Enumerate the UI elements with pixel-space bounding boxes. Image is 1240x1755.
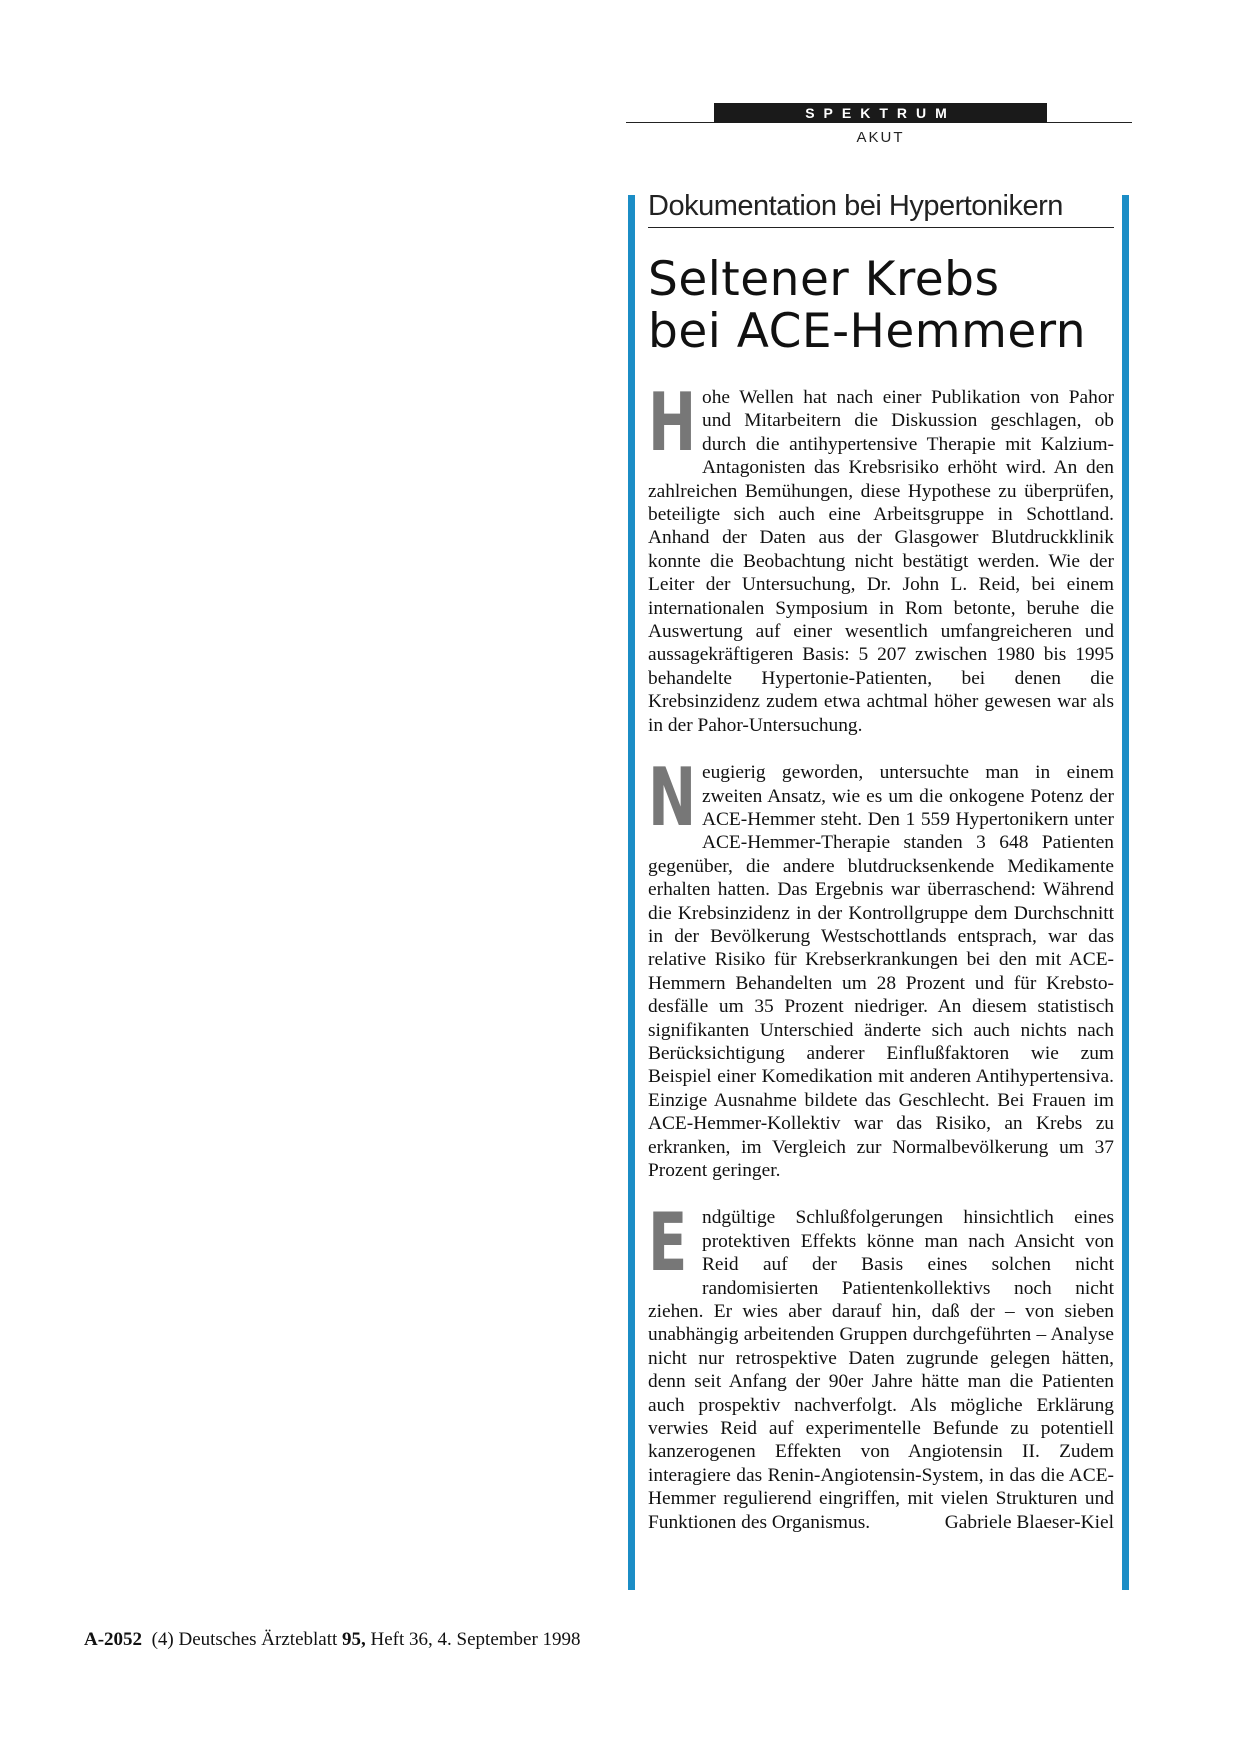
article bbox=[648, 190, 1114, 1558]
footer-issue: Heft 36, 4. September 1998 bbox=[370, 1629, 581, 1650]
subsection-label: AKUT bbox=[856, 129, 905, 146]
headline-line-1: Seltener Krebs bbox=[648, 252, 1000, 307]
author-signature: Gabriele Blaeser-Kiel bbox=[944, 1511, 1114, 1533]
article-right-accent-rule bbox=[1122, 195, 1129, 1590]
paragraph-1 bbox=[648, 376, 1114, 737]
article-left-accent-rule bbox=[628, 195, 635, 1590]
footer-journal: Deutsches Ärzteblatt bbox=[178, 1629, 338, 1650]
paragraph-2 bbox=[648, 751, 1114, 1182]
page-footer bbox=[84, 1629, 581, 1651]
article-headline bbox=[648, 254, 1114, 358]
paragraph-3 bbox=[648, 1196, 1114, 1534]
article-kicker: Dokumentation bei Hypertonikern bbox=[648, 190, 1114, 228]
paragraph-1-text: ohe Wellen hat nach einer Publikation von Pahor und Mitarbeitern die Diskussion geschlagen, ob durch die antihypertensive Therapie mit Kalzium-Antagonisten das Krebsrisiko erhöht wird. An den zahlreichen Bemühungen, diese Hypothese zu überprüfen, beteiligte sich auch eine Arbeitsgruppe in Schottland. Anhand der Daten aus der Glasgower Blutdruckklinik konnte die Beobachtung nicht bestätigt werden. Wie der Leiter der Untersuchung, Dr. John L. Reid, bei einem internationalen Symposium in Rom betonte, beruhe die Auswertung auf einer wesentlich umfangreicheren und aussagekräftigeren Basis: 5 207 zwischen 1980 bis 1995 behandelte Hypertonie-Patienten, bei denen die Krebsinzidenz zudem etwa achtmal höher gewesen war als in der Pahor-Untersuchung. bbox=[648, 387, 1114, 736]
footer-volume: 95, bbox=[342, 1629, 366, 1650]
dropcap-1: H bbox=[648, 376, 697, 469]
paragraph-3-text: ndgültige Schlußfolgerungen hinsichtlich eines protektiven Effekts könne man nach Ansicht von Reid auf der Basis eines solchen nicht randomisierten Patientenkollektivs noch nicht ziehen. Er wies aber darauf hin, daß der – von sieben unabhängig arbeitenden Gruppen durchgeführten – Analyse nicht nur retrospektive Daten zugrunde gelegen hätten, denn seit Anfang der 90er Jahre hätte man die Patienten auch prospektiv nachverfolgt. Als mögliche Erklärung verwies Reid auf experimentelle Befunde zu potentiell kanzerogenen Effekten von Angiotensin II. Zudem interagiere das Renin-Angiotensin-System, in das die ACE-Hemmer regulierend eingriffen, mit vielen Strukturen und Funktionen des Organismus. bbox=[648, 1207, 1114, 1533]
footer-page-code: A-2052 bbox=[84, 1629, 143, 1650]
dropcap-3: E bbox=[648, 1196, 688, 1290]
footer-page-number: (4) bbox=[151, 1629, 174, 1650]
paragraph-2-text: eugierig geworden, untersuchte man in einem zweiten Ansatz, wie es um die onkogene Potenz der ACE-Hemmer steht. Den 1 559 Hypertonikern unter ACE-Hemmer-Therapie standen 3 648 Patienten gegenüber, die andere blutdrucksenkende Medikamente erhalten hatten. Das Ergebnis war überraschend: Während die Krebsinzidenz in der Kontrollgruppe dem Durchschnitt in der Bevölkerung Westschottlands entsprach, war das relative Risiko für Krebserkrankungen bei den mit ACE-Hemmern Behandelten um 28 Prozent und für Krebstodesfälle um 35 Prozent niedriger. An diesem statistisch signifikanten Unterschied änderte sich auch nichts nach Berücksichtigung anderer Einflußfaktoren wie zum Beispiel einer Komedikation mit anderen Antihypertensiva. Einzige Ausnahme bildete das Geschlecht. Bei Frauen im ACE-Hemmer-Kollektiv war das Risiko, an Krebs zu erkranken, im Vergleich zur Normalbevölkerung um 37 Prozent geringer. bbox=[648, 762, 1114, 1181]
headline-line-2: bei ACE-Hemmern bbox=[648, 304, 1087, 359]
dropcap-2: N bbox=[648, 751, 697, 845]
section-label: SPEKTRUM bbox=[714, 103, 1047, 123]
